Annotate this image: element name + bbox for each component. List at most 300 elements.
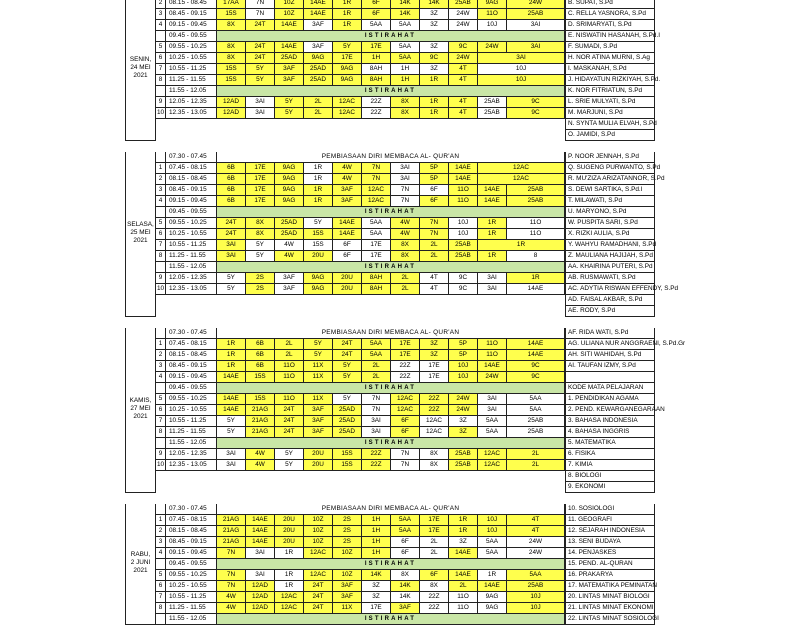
class-cell: 24W bbox=[449, 20, 478, 31]
class-cell: 25AB bbox=[507, 196, 565, 207]
class-cell: 15S bbox=[333, 449, 362, 460]
class-cell: 11X bbox=[304, 394, 333, 405]
class-cell: 25AD bbox=[304, 64, 333, 75]
day-label-line: 24 MEI bbox=[130, 63, 151, 71]
period-time: 08.45 - 09.15 bbox=[166, 9, 217, 20]
period-number: 10 bbox=[156, 108, 166, 119]
period-number bbox=[156, 207, 166, 218]
class-cell: 9AG bbox=[275, 163, 304, 174]
day-block bbox=[125, 328, 686, 493]
class-cell: 5AA bbox=[478, 537, 507, 548]
teacher-name: 2. PEND. KEWARGANEGARAAN bbox=[565, 405, 655, 416]
class-cell: 3AI bbox=[217, 460, 246, 471]
class-cell: 25AB bbox=[449, 240, 478, 251]
class-cell: 9AG bbox=[275, 185, 304, 196]
class-cell: 17E bbox=[420, 361, 449, 372]
day-label bbox=[125, 397, 156, 421]
class-cell: 5AA bbox=[362, 218, 391, 229]
period-time: 09.15 - 09.45 bbox=[166, 548, 217, 559]
class-cell: 24T bbox=[304, 603, 333, 614]
class-cell: 14AE bbox=[217, 405, 246, 416]
class-cell: 8X bbox=[217, 20, 246, 31]
teacher-name: Y. WAHYU RAMADHANI, S.Pd bbox=[565, 240, 655, 251]
class-cell: 5P bbox=[420, 174, 449, 185]
class-cell: 14AE bbox=[507, 339, 565, 350]
teacher-name: 8. BIOLOGI bbox=[565, 471, 655, 482]
teacher-name: 15. PEND. AL-QURAN bbox=[565, 559, 655, 570]
class-cell: 25AB bbox=[449, 0, 478, 9]
day-cell bbox=[125, 482, 156, 493]
day-cell bbox=[125, 0, 156, 9]
class-cell: 1H bbox=[362, 515, 391, 526]
schedule-row bbox=[125, 614, 659, 625]
class-cell: 12AD bbox=[217, 108, 246, 119]
teacher-name: R. MU'ZIZA ARIZATANNOR, S.Pd bbox=[565, 174, 655, 185]
class-cell: 7N bbox=[362, 394, 391, 405]
day-cell bbox=[125, 295, 156, 306]
class-cell: 24W bbox=[507, 0, 565, 9]
teacher-name: C. RELLA YASNORA, S.Pd bbox=[565, 9, 655, 20]
period-time: 11.25 - 11.55 bbox=[166, 427, 217, 438]
schedule-row bbox=[125, 548, 632, 559]
class-cell: 12AC bbox=[420, 427, 449, 438]
class-cell: 25AD bbox=[275, 53, 304, 64]
class-cell: 15S bbox=[217, 64, 246, 75]
class-cell: 24T bbox=[333, 350, 362, 361]
class-cell: 4T bbox=[449, 75, 478, 86]
class-cell: 3AF bbox=[304, 427, 333, 438]
class-cell: 12AC bbox=[362, 196, 391, 207]
class-cell: 3AI bbox=[246, 108, 275, 119]
day-cell bbox=[125, 207, 156, 218]
teacher-name: AD. FAISAL AKBAR, S.Pd bbox=[565, 295, 655, 306]
class-cell: 24T bbox=[217, 218, 246, 229]
class-cell: 24T bbox=[304, 592, 333, 603]
day-label-line: 27 MEI bbox=[130, 404, 151, 412]
teacher-name: AG. ULIANA NUR ANGGRAENI, S.Pd.Gr bbox=[565, 339, 655, 350]
day-cell bbox=[125, 306, 156, 317]
schedule-row bbox=[125, 97, 636, 108]
period-time: 11.55 - 12.05 bbox=[166, 614, 217, 625]
class-cell: 6F bbox=[420, 185, 449, 196]
class-cell: 7N bbox=[420, 229, 449, 240]
class-cell: 11X bbox=[333, 603, 362, 614]
class-cell: 1R bbox=[275, 570, 304, 581]
class-cell: 14AE bbox=[449, 548, 478, 559]
class-cell: 5Y bbox=[217, 416, 246, 427]
day-cell bbox=[125, 515, 156, 526]
class-cell: 12AC bbox=[478, 174, 565, 185]
class-cell: 5Y bbox=[333, 372, 362, 383]
period-time: 09.45 - 09.55 bbox=[166, 207, 217, 218]
class-cell: 20U bbox=[275, 515, 304, 526]
class-cell: 20U bbox=[304, 460, 333, 471]
class-cell: 2S bbox=[333, 515, 362, 526]
class-cell: 2L bbox=[420, 548, 449, 559]
class-cell: 2S bbox=[246, 284, 275, 295]
class-cell: 3AI bbox=[478, 273, 507, 284]
class-cell: 8AH bbox=[362, 273, 391, 284]
schedule-row bbox=[125, 460, 632, 471]
schedule-row bbox=[125, 251, 653, 262]
class-cell: 14AE bbox=[275, 42, 304, 53]
period-number: 7 bbox=[156, 592, 166, 603]
class-cell: 24T bbox=[333, 339, 362, 350]
class-cell: 24W bbox=[449, 405, 478, 416]
teacher-name: AI. TAUFAN IZMY, S.Pd bbox=[565, 361, 655, 372]
period-number: 6 bbox=[156, 229, 166, 240]
day-label-line: 2021 bbox=[133, 71, 148, 79]
schedule-row bbox=[125, 449, 632, 460]
teacher-name: F. SUMADI, S.Pd bbox=[565, 42, 655, 53]
class-cell: 4T bbox=[449, 97, 478, 108]
class-cell: 9C bbox=[507, 97, 565, 108]
teacher-name: D. SRIMARYATI, S.Pd bbox=[565, 20, 655, 31]
class-cell: 5P bbox=[420, 163, 449, 174]
class-cell: 17E bbox=[391, 339, 420, 350]
class-cell: 17E bbox=[420, 372, 449, 383]
class-cell: 11X bbox=[304, 361, 333, 372]
class-cell: 6F bbox=[333, 240, 362, 251]
class-cell: 24W bbox=[449, 53, 478, 64]
class-cell: 12AC bbox=[478, 163, 565, 174]
class-cell: 12AC bbox=[333, 97, 362, 108]
day-cell bbox=[125, 108, 156, 119]
class-cell: 5AA bbox=[478, 427, 507, 438]
class-cell: 21AG bbox=[217, 537, 246, 548]
period-number: 2 bbox=[156, 0, 166, 9]
class-cell: 5AA bbox=[507, 405, 565, 416]
class-cell: 8AH bbox=[362, 284, 391, 295]
class-cell: 5Y bbox=[217, 284, 246, 295]
period-number: 4 bbox=[156, 20, 166, 31]
period-time: 09.15 - 09.45 bbox=[166, 372, 217, 383]
day-cell bbox=[125, 9, 156, 20]
class-cell: 14AE bbox=[478, 581, 507, 592]
period-number: 10 bbox=[156, 284, 166, 295]
class-cell: 3AF bbox=[333, 185, 362, 196]
period-time: 08.45 - 09.15 bbox=[166, 537, 217, 548]
class-cell: 2L bbox=[507, 449, 565, 460]
teacher-name: 6. FISIKA bbox=[565, 449, 655, 460]
class-cell: 4W bbox=[217, 603, 246, 614]
period-time: 08.15 - 08.45 bbox=[166, 174, 217, 185]
teacher-name: AB. RUSMAWATI, S.Pd bbox=[565, 273, 655, 284]
class-cell: 12AD bbox=[246, 581, 275, 592]
day-label-line: KAMIS, bbox=[129, 396, 152, 404]
class-cell: 10Z bbox=[304, 537, 333, 548]
class-cell: 3Z bbox=[362, 581, 391, 592]
period-number: 6 bbox=[156, 405, 166, 416]
period-time: 11.25 - 11.55 bbox=[166, 603, 217, 614]
class-cell: 24W bbox=[478, 42, 507, 53]
class-cell: 14AE bbox=[217, 372, 246, 383]
class-cell: 5P bbox=[449, 339, 478, 350]
class-cell: 1R bbox=[275, 581, 304, 592]
class-cell: 9C bbox=[507, 108, 565, 119]
schedule-row bbox=[125, 438, 632, 449]
day-label-line: 2021 bbox=[133, 412, 148, 420]
schedule-row bbox=[125, 207, 632, 218]
class-cell: 1R bbox=[304, 174, 333, 185]
class-cell: 25AB bbox=[507, 581, 565, 592]
schedule-row bbox=[125, 273, 636, 284]
class-cell: 8X bbox=[246, 229, 275, 240]
period-time: 10.25 - 10.55 bbox=[166, 581, 217, 592]
class-cell: 14K bbox=[420, 0, 449, 9]
class-cell: 24T bbox=[275, 427, 304, 438]
day-cell bbox=[125, 427, 156, 438]
class-cell: 7N bbox=[362, 163, 391, 174]
class-cell: 14AE bbox=[507, 350, 565, 361]
class-cell: 25AD bbox=[275, 229, 304, 240]
class-cell: 12AC bbox=[478, 460, 507, 471]
period-number: 2 bbox=[156, 174, 166, 185]
class-cell: 1R bbox=[333, 9, 362, 20]
teacher-name: 3. BAHASA INDONESIA bbox=[565, 416, 655, 427]
period-number bbox=[156, 504, 166, 515]
class-cell: 3AI bbox=[478, 394, 507, 405]
class-cell: 5AA bbox=[362, 339, 391, 350]
class-cell: 3AI bbox=[391, 174, 420, 185]
period-number: 4 bbox=[156, 372, 166, 383]
class-cell: 22Z bbox=[391, 372, 420, 383]
teacher-name: 20. LINTAS MINAT BIOLOGI bbox=[565, 592, 655, 603]
class-cell: 3AI bbox=[478, 405, 507, 416]
class-cell: 11O bbox=[449, 185, 478, 196]
class-cell: 14K bbox=[391, 581, 420, 592]
teacher-name: N. SYNTA MULIA ELVAH, S.Pd bbox=[565, 119, 655, 130]
period-time: 12.35 - 13.05 bbox=[166, 460, 217, 471]
class-cell: 24T bbox=[275, 405, 304, 416]
class-cell: 3AF bbox=[275, 273, 304, 284]
teacher-name: 14. PENJASKES bbox=[565, 548, 655, 559]
period-number: 7 bbox=[156, 240, 166, 251]
class-cell: 10J bbox=[507, 592, 565, 603]
class-cell: 1R bbox=[304, 185, 333, 196]
band-label: ISTIRAHAT bbox=[217, 438, 565, 449]
day-cell bbox=[125, 592, 156, 603]
class-cell: 3Z bbox=[420, 42, 449, 53]
class-cell: 5Y bbox=[333, 394, 362, 405]
class-cell: 17E bbox=[246, 185, 275, 196]
class-cell: 22Z bbox=[420, 405, 449, 416]
day-cell bbox=[125, 471, 156, 482]
class-cell: 1R bbox=[478, 218, 507, 229]
class-cell: 5AA bbox=[391, 42, 420, 53]
period-time: 09.55 - 10.25 bbox=[166, 570, 217, 581]
class-cell: 1H bbox=[362, 548, 391, 559]
class-cell: 6B bbox=[217, 163, 246, 174]
class-cell: 24W bbox=[449, 394, 478, 405]
period-number: 1 bbox=[156, 339, 166, 350]
teacher-name: M. MARJUNI, S.Pd bbox=[565, 108, 655, 119]
teacher-name: I. MASKANAH, S.Pd bbox=[565, 64, 655, 75]
class-cell: 14K bbox=[391, 9, 420, 20]
class-cell: 3Z bbox=[420, 64, 449, 75]
class-cell: 10J bbox=[449, 229, 478, 240]
class-cell: 2L bbox=[391, 284, 420, 295]
class-cell: 8X bbox=[391, 97, 420, 108]
class-cell: 10J bbox=[507, 603, 565, 614]
class-cell: 10Z bbox=[275, 9, 304, 20]
class-cell: 6F bbox=[362, 9, 391, 20]
class-cell: 11O bbox=[449, 196, 478, 207]
class-cell: 14AE bbox=[333, 218, 362, 229]
class-cell: 5Y bbox=[304, 339, 333, 350]
teacher-name: O. JAMIDI, S.Pd bbox=[565, 130, 655, 141]
class-cell: 14AE bbox=[246, 537, 275, 548]
period-number: 2 bbox=[156, 350, 166, 361]
class-cell: 25AD bbox=[333, 427, 362, 438]
class-cell: 14AE bbox=[478, 185, 507, 196]
period-number: 3 bbox=[156, 9, 166, 20]
period-time: 07.30 - 07.45 bbox=[166, 504, 217, 515]
schedule-row bbox=[125, 471, 632, 482]
class-cell: 4W bbox=[246, 460, 275, 471]
class-cell: 24T bbox=[275, 416, 304, 427]
class-cell: 9C bbox=[507, 361, 565, 372]
teacher-name: X. RIZKI AULIA, S.Pd bbox=[565, 229, 655, 240]
teacher-name: AF. RIDA WATI, S.Pd bbox=[565, 328, 655, 339]
class-cell: 3Z bbox=[362, 592, 391, 603]
day-cell bbox=[125, 504, 156, 515]
period-time: 08.45 - 09.15 bbox=[166, 361, 217, 372]
teacher-name: 10. SOSIOLOGI bbox=[565, 504, 655, 515]
day-gap bbox=[125, 317, 632, 328]
period-time: 12.05 - 12.35 bbox=[166, 97, 217, 108]
period-number: 5 bbox=[156, 42, 166, 53]
class-cell: 9AG bbox=[333, 75, 362, 86]
class-cell: 1R bbox=[333, 20, 362, 31]
band-label: PEMBIASAAN DIRI MEMBACA AL- QUR'AN bbox=[217, 152, 565, 163]
class-cell: 21AG bbox=[217, 526, 246, 537]
class-cell: 20U bbox=[333, 284, 362, 295]
day-cell bbox=[125, 42, 156, 53]
schedule-row bbox=[125, 130, 632, 141]
class-cell: 15S bbox=[246, 394, 275, 405]
class-cell: 4W bbox=[391, 229, 420, 240]
class-cell: 14K bbox=[391, 592, 420, 603]
class-cell: 6F bbox=[420, 196, 449, 207]
class-cell: 25AB bbox=[449, 460, 478, 471]
class-cell: 12AC bbox=[304, 548, 333, 559]
schedule-row bbox=[125, 284, 679, 295]
class-cell: 8X bbox=[420, 449, 449, 460]
class-cell: 2L bbox=[362, 361, 391, 372]
class-cell: 8X bbox=[391, 570, 420, 581]
class-cell: 3AI bbox=[478, 53, 565, 64]
band-label: ISTIRAHAT bbox=[217, 383, 565, 394]
class-cell: 3AF bbox=[333, 592, 362, 603]
schedule-row bbox=[125, 152, 639, 163]
class-cell: 11O bbox=[478, 350, 507, 361]
band-label: ISTIRAHAT bbox=[217, 207, 565, 218]
class-cell: 2S bbox=[246, 273, 275, 284]
class-cell: 11O bbox=[275, 361, 304, 372]
period-number: 5 bbox=[156, 218, 166, 229]
class-cell: 25AB bbox=[449, 251, 478, 262]
class-cell: 4W bbox=[391, 218, 420, 229]
period-time: 12.05 - 12.35 bbox=[166, 273, 217, 284]
class-cell: 10J bbox=[478, 75, 565, 86]
period-time: 08.45 - 09.15 bbox=[166, 185, 217, 196]
class-cell: 3AF bbox=[304, 405, 333, 416]
class-cell: 8X bbox=[420, 460, 449, 471]
teacher-name: Z. MAULIANA HAJIJAH, S.Pd bbox=[565, 251, 655, 262]
class-cell: 7N bbox=[246, 0, 275, 9]
class-cell: 6B bbox=[246, 361, 275, 372]
class-cell: 4W bbox=[333, 174, 362, 185]
day-label-line: SENIN, bbox=[129, 55, 152, 63]
period-time: 07.30 - 07.45 bbox=[166, 152, 217, 163]
class-cell: 1H bbox=[362, 526, 391, 537]
day-cell bbox=[125, 262, 156, 273]
class-cell: 5Y bbox=[246, 75, 275, 86]
class-cell: 4W bbox=[217, 592, 246, 603]
schedule-sheet bbox=[125, 0, 686, 625]
class-cell: 3AI bbox=[246, 548, 275, 559]
class-cell: 1R bbox=[420, 108, 449, 119]
class-cell: 25AB bbox=[507, 9, 565, 20]
period-number: 10 bbox=[156, 460, 166, 471]
schedule-row bbox=[125, 383, 644, 394]
class-cell: 8X bbox=[217, 42, 246, 53]
class-cell: 2L bbox=[449, 581, 478, 592]
day-label-line: 2021 bbox=[133, 566, 148, 574]
class-cell: 3AF bbox=[333, 581, 362, 592]
class-cell: 15S bbox=[246, 372, 275, 383]
schedule-row bbox=[125, 592, 650, 603]
class-cell: 24W bbox=[449, 9, 478, 20]
class-cell: 10J bbox=[449, 372, 478, 383]
day-cell bbox=[125, 31, 156, 42]
class-cell: 15S bbox=[217, 75, 246, 86]
class-cell: 3Z bbox=[449, 416, 478, 427]
class-cell: 15S bbox=[217, 9, 246, 20]
schedule-row bbox=[125, 405, 665, 416]
class-cell: 3AF bbox=[304, 42, 333, 53]
class-cell: 1R bbox=[449, 515, 478, 526]
period-time: 11.55 - 12.05 bbox=[166, 438, 217, 449]
class-cell: 10J bbox=[449, 218, 478, 229]
teacher-name: AA. KHAIRINA PUTERI, S.Pd bbox=[565, 262, 655, 273]
day-cell bbox=[125, 86, 156, 97]
class-cell: 8AH bbox=[362, 75, 391, 86]
schedule-row bbox=[125, 339, 686, 350]
class-cell: 14AE bbox=[304, 9, 333, 20]
day-cell bbox=[125, 438, 156, 449]
class-cell: 8X bbox=[391, 108, 420, 119]
class-cell: 7N bbox=[217, 581, 246, 592]
schedule-row bbox=[125, 42, 632, 53]
class-cell: 3AF bbox=[275, 64, 304, 75]
class-cell: 5AA bbox=[507, 394, 565, 405]
class-cell: 7N bbox=[246, 9, 275, 20]
class-cell: 25AB bbox=[507, 185, 565, 196]
class-cell: 12AD bbox=[246, 603, 275, 614]
day-cell bbox=[125, 614, 156, 625]
period-time: 11.25 - 11.55 bbox=[166, 75, 217, 86]
class-cell: 14AE bbox=[333, 229, 362, 240]
class-cell: 10J bbox=[478, 20, 507, 31]
teacher-name: P. NOOR JENNAH, S.Pd bbox=[565, 152, 655, 163]
period-number: 6 bbox=[156, 581, 166, 592]
class-cell: 4T bbox=[420, 273, 449, 284]
period-time: 08.15 - 08.45 bbox=[166, 526, 217, 537]
class-cell: 5AA bbox=[478, 416, 507, 427]
class-cell: 11O bbox=[507, 229, 565, 240]
